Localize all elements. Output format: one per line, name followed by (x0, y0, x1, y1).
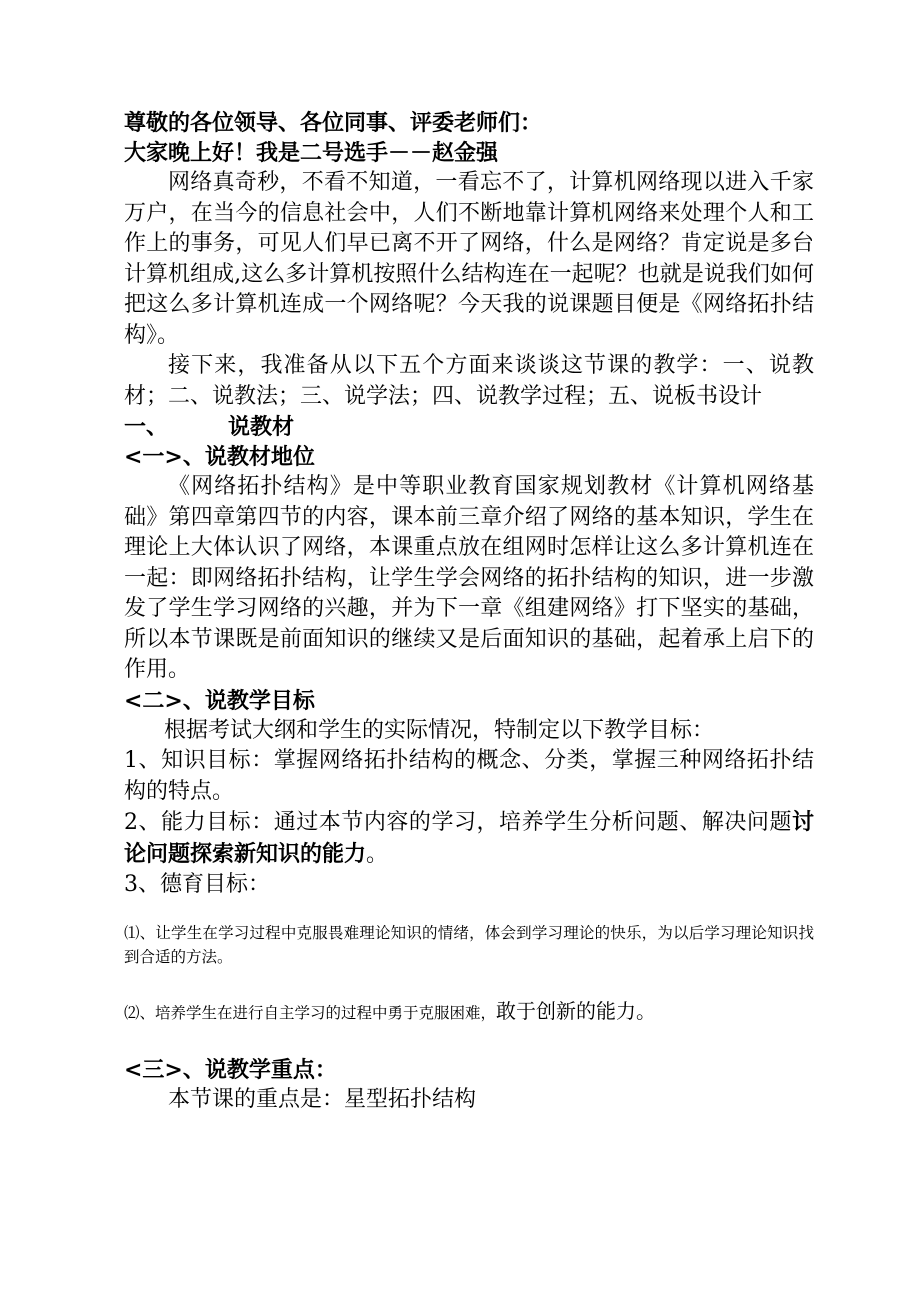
goal-ability-text: 2、能力目标：通过本节内容的学习，培养学生分析问题、解决问题 (124, 810, 792, 835)
section-1-number: 一、 (124, 414, 169, 440)
document-body (124, 108, 814, 1115)
goal-moral: 3、德育目标： (124, 872, 270, 897)
spacer (124, 969, 814, 999)
goal-ability-bold: 讨论问题探索新知识的能力 (124, 809, 814, 867)
spacer (124, 1025, 814, 1055)
goal-ability (124, 807, 814, 870)
intro-paragraph-1: 网络真奇秒，不看不知道，一看忘不了，计算机网络现以进入千家万户，在当今的信息社会中，人们不断地靠计算机网络来处理个人和工作上的事务，可见人们早已离不开了网络，什么是网络？肯定说是多台计算机组成,这么多计算机按照什么结构连在一起呢？也就是说我们如何把这么多计算机连成一个网络呢？今天我的说课题目便是《网络拓扑结构》。 (124, 170, 814, 348)
greeting-line-2: 大家晚上好！我是二号选手－－赵金强 (124, 140, 499, 166)
moral-item-2 (124, 999, 814, 1025)
subsection-1-heading: <一>、说教材地位 (124, 444, 315, 470)
goals-lead: 根据考试大纲和学生的实际情况，特制定以下教学目标： (164, 717, 715, 743)
moral-item-2-large: 敢于创新的能力。 (496, 998, 657, 1023)
intro-paragraph-2: 接下来，我准备从以下五个方面来谈谈这节课的教学：一、说教材；二、说教法；三、说学法；四、说教学过程；五、说板书设计 (124, 353, 814, 409)
goal-knowledge: 1、知识目标：掌握网络拓扑结构的概念、分类，掌握三种网络拓扑结构的特点。 (124, 748, 814, 804)
greeting-line-1: 尊敬的各位领导、各位同事、评委老师们： (124, 110, 543, 136)
subsection-3-heading: <三>、说教学重点： (124, 1056, 337, 1083)
moral-item-1: ⑴、让学生在学习过程中克服畏难理论知识的情绪，体会到学习理论的快乐，为以后学习理论知识找到合适的方法。 (124, 923, 814, 966)
moral-item-2-text: ⑵、培养学生在进行自主学习的过程中勇于克服困难， (124, 1003, 497, 1022)
section-1-heading (124, 412, 814, 442)
subsection-3-paragraph: 本节课的重点是：星型拓扑结构 (168, 1086, 477, 1112)
subsection-1-paragraph: 《网络拓扑结构》是中等职业教育国家规划教材《计算机网络基础》第四章第四节的内容，课本前三章介绍了网络的基本知识，学生在理论上大体认识了网络，本课重点放在组网时怎样让这么多计算机连在一起：即网络拓扑结构，让学生学会网络的拓扑结构的知识，进一步激发了学生学习网络的兴趣，并为下一章《组建网络》打下坚实的基础，所以本节课既是前面知识的继续又是后面知识的基础，起着承上启下的作用。 (124, 474, 814, 682)
spacer (124, 901, 814, 921)
subsection-2-heading: <二>、说教学目标 (124, 687, 315, 714)
goal-ability-end: 。 (366, 841, 389, 867)
section-1-title: 说教材 (228, 414, 295, 440)
